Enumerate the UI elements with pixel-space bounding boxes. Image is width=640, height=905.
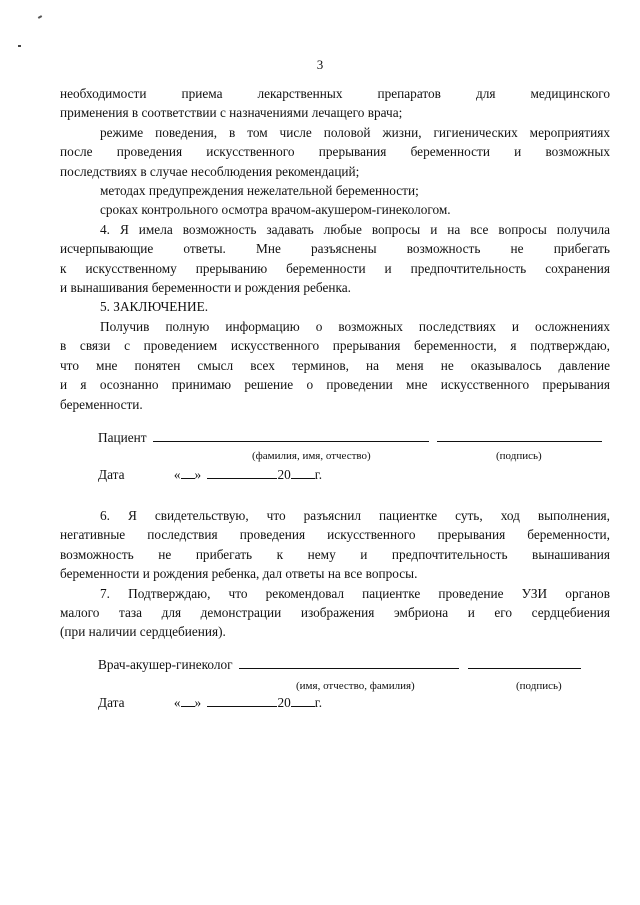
doctor-date-label: Дата xyxy=(98,695,125,710)
text-line: негативные последствия проведения искусственного прерывания беременности, xyxy=(60,527,610,543)
patient-label: Пациент xyxy=(98,430,147,445)
text-line: сроках контрольного осмотра врачом-акушером-гинекологом. xyxy=(100,202,451,218)
patient-year-prefix: 20 xyxy=(277,467,291,482)
text-line: что мне понятен смысл всех терминов, на меня не оказывалось давление xyxy=(60,357,610,373)
text-line: к искусственному прерыванию беременности и предпочтительность сохранения xyxy=(60,260,610,276)
doctor-year-suffix: г. xyxy=(314,695,323,710)
section-heading: 5. ЗАКЛЮЧЕНИЕ. xyxy=(100,299,209,315)
text-line: и вынашивания беременности и рождения ребенка. xyxy=(60,280,351,296)
doctor-name-caption: (имя, отчество, фамилия) xyxy=(296,680,415,692)
text-line: малого таза для демонстрации изображения эмбриона и его сердцебиения xyxy=(60,605,610,621)
doctor-date-close-quote: » xyxy=(194,695,202,710)
text-line: методах предупреждения нежелательной беременности; xyxy=(100,183,419,199)
text-line: беременности и рождения ребенка, дал ответы на все вопросы. xyxy=(60,566,418,582)
patient-signature-line[interactable] xyxy=(437,429,602,442)
text-line: возможность не прибегать к нему и предпочтительность вынашивания xyxy=(60,546,610,562)
doctor-year-line[interactable] xyxy=(291,694,315,707)
text-line: применения в соответствии с назначениями лечащего врача; xyxy=(60,105,403,121)
text-line: (при наличии сердцебиения). xyxy=(60,624,226,640)
patient-name-caption: (фамилия, имя, отчество) xyxy=(252,450,371,462)
doctor-signature-line[interactable] xyxy=(468,656,581,669)
text-line: 4. Я имела возможность задавать любые вопросы и на все вопросы получила xyxy=(100,221,610,237)
patient-date-open-quote: « xyxy=(173,467,181,482)
patient-month-line[interactable] xyxy=(207,466,277,479)
text-line: режиме поведения, в том числе половой жизни, гигиенических мероприятиях xyxy=(100,124,610,140)
text-line: Получив полную информацию о возможных последствиях и осложнениях xyxy=(100,318,610,334)
patient-date-label: Дата xyxy=(98,467,125,482)
patient-name-line[interactable] xyxy=(153,429,429,442)
text-line: беременности. xyxy=(60,396,143,412)
patient-day-line[interactable] xyxy=(181,466,195,479)
scan-speck xyxy=(18,45,21,47)
doctor-month-line[interactable] xyxy=(207,694,277,707)
text-line: 7. Подтверждаю, что рекомендовал пациентке проведение УЗИ органов xyxy=(100,585,610,601)
text-line: в связи с проведением искусственного прерывания беременности, я подтверждаю, xyxy=(60,338,610,354)
patient-signature-row xyxy=(98,429,602,446)
text-line: 6. Я свидетельствую, что разъяснил пациентке суть, ход выполнения, xyxy=(100,508,610,523)
doctor-day-line[interactable] xyxy=(181,694,195,707)
document-body-2 xyxy=(60,506,610,642)
text-line: и я осознанно принимаю решение о проведении мне искусственного прерывания xyxy=(60,377,610,393)
doctor-signature-caption: (подпись) xyxy=(516,680,562,692)
patient-date-close-quote: » xyxy=(194,467,202,482)
text-line: последствиях в случае несоблюдения рекомендаций; xyxy=(60,163,360,179)
doctor-label: Врач-акушер-гинеколог xyxy=(98,657,233,672)
patient-date-row xyxy=(98,466,322,483)
text-line: исчерпывающие ответы. Мне разъяснены возможность не прибегать xyxy=(60,241,610,257)
page-number: 3 xyxy=(316,57,324,72)
doctor-year-prefix: 20 xyxy=(277,695,291,710)
patient-year-suffix: г. xyxy=(314,467,323,482)
patient-year-line[interactable] xyxy=(291,466,315,479)
document-body xyxy=(60,84,610,414)
text-line: после проведения искусственного прерывания беременности и возможных xyxy=(60,144,610,160)
patient-signature-caption: (подпись) xyxy=(496,450,542,462)
doctor-name-line[interactable] xyxy=(239,656,459,669)
scan-speck xyxy=(38,15,42,19)
doctor-date-row xyxy=(98,694,322,711)
doctor-date-open-quote: « xyxy=(173,695,181,710)
text-line: необходимости приема лекарственных препаратов для медицинского xyxy=(60,86,610,101)
doctor-signature-row xyxy=(98,656,581,673)
